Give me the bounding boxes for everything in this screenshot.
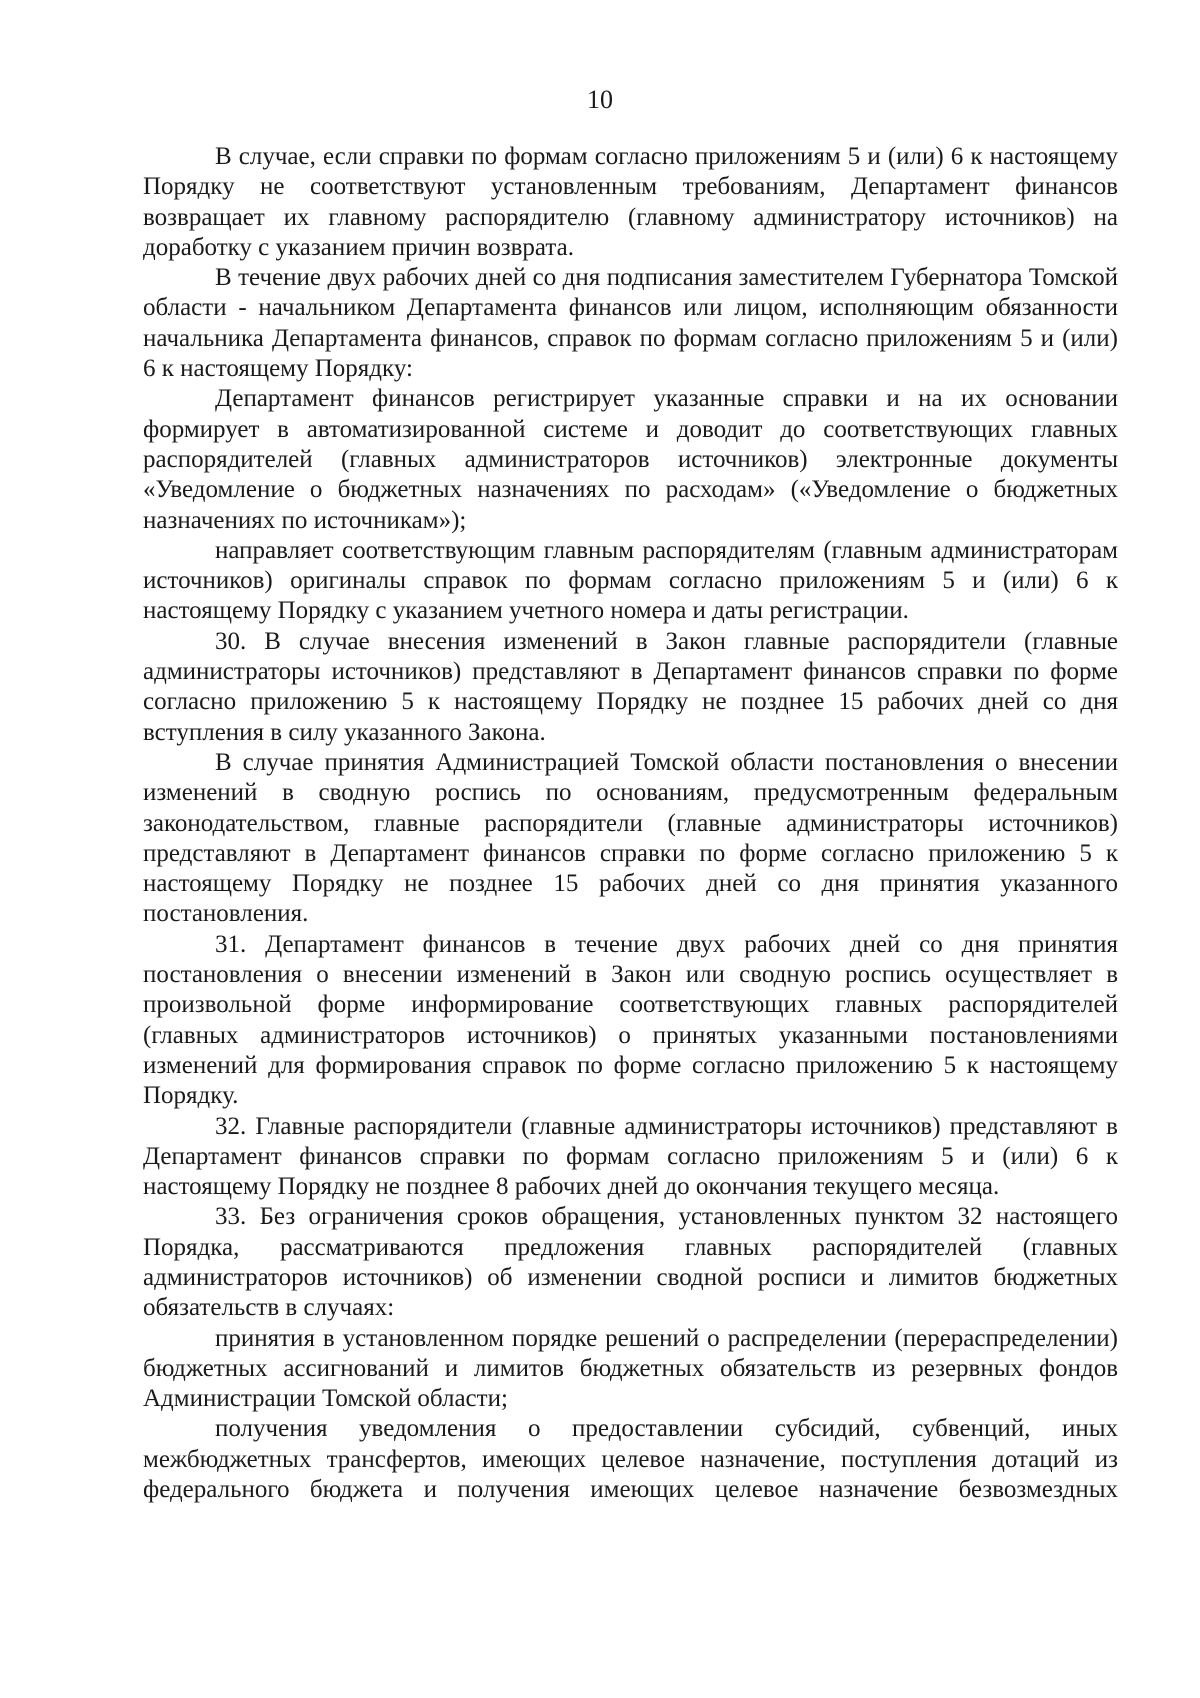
- paragraph-administration-resolution: В случае принятия Администрацией Томской области постановления о внесении изменений в сводную роспись по основаниям, предусмотренным федеральным законодательством, главные распорядители (главные администраторы источников) представляют в Департамент финансов справки по форме согласно приложению 5 к настоящему Порядку не позднее 15 рабочих дней со дня принятия указанного постановления.: [143, 748, 1118, 928]
- paragraph-return-of-certificates: В случае, если справки по формам согласно приложениям 5 и (или) 6 к настоящему Порядку не соответствуют установленным требованиям, Департамент финансов возвращает их главному распорядителю (главному администратору источников) на доработку с указанием причин возврата.: [143, 143, 1118, 261]
- paragraph-two-working-days: В течение двух рабочих дней со дня подписания заместителем Губернатора Томской области - начальником Департамента финансов или лицом, исполняющим обязанности начальника Департамента финансов, справок по формам согласно приложениям 5 и (или) 6 к настоящему Порядку:: [143, 264, 1118, 383]
- paragraph-item-33: 33. Без ограничения сроков обращения, установленных пунктом 32 настоящего Порядка, рассматриваются предложения главных распорядителей (главных администраторов источников) об изменении сводной росписи и лимитов бюджетных обязательств в случаях:: [143, 1203, 1118, 1322]
- paragraph-item-31: 31. Департамент финансов в течение двух рабочих дней со дня принятия постановления о внесении изменений в Закон или сводную роспись осуществляет в произвольной форме информирование соответствующих главных распорядителей (главных администраторов источников) о принятых указанными постановлениями изменений для формирования справок по форме согласно приложению 5 к настоящему Порядку.: [143, 930, 1118, 1110]
- paragraph-item-32: 32. Главные распорядители (главные администраторы источников) представляют в Департамент финансов справки по формам согласно приложениям 5 и (или) 6 к настоящему Порядку не позднее 8 рабочих дней до окончания текущего месяца.: [143, 1112, 1118, 1201]
- page-number: 10: [587, 85, 613, 114]
- paragraph-reserve-funds: принятия в установленном порядке решений о распределении (перераспределении) бюджетных ассигнований и лимитов бюджетных обязательств из резервных фондов Администрации Томской области;: [143, 1324, 1118, 1413]
- paragraph-item-30: 30. В случае внесения изменений в Закон главные распорядители (главные администраторы источников) представляют в Департамент финансов справки по форме согласно приложению 5 к настоящему Порядку не позднее 15 рабочих дней со дня вступления в силу указанного Закона.: [143, 627, 1118, 746]
- paragraph-transfers-notice: получения уведомления о предоставлении субсидий, субвенций, иных межбюджетных трансфертов, имеющих целевое назначение, поступления дотаций из федерального бюджета и получения имеющих целевое назначение безвозмездных: [143, 1415, 1118, 1504]
- paragraph-sends-originals: направляет соответствующим главным распорядителям (главным администраторам источников) оригиналы справок по формам согласно приложениям 5 и (или) 6 к настоящему Порядку с указанием учетного номера и даты регистрации.: [143, 536, 1118, 625]
- paragraph-registration: Департамент финансов регистрирует указанные справки и на их основании формирует в автоматизированной системе и доводит до соответствующих главных распорядителей (главных администраторов источников) электронные документы «Уведомление о бюджетных назначениях по расходам» («Уведомление о бюджетных назначениях по источникам»);: [143, 385, 1118, 534]
- document-body: [143, 142, 1118, 1505]
